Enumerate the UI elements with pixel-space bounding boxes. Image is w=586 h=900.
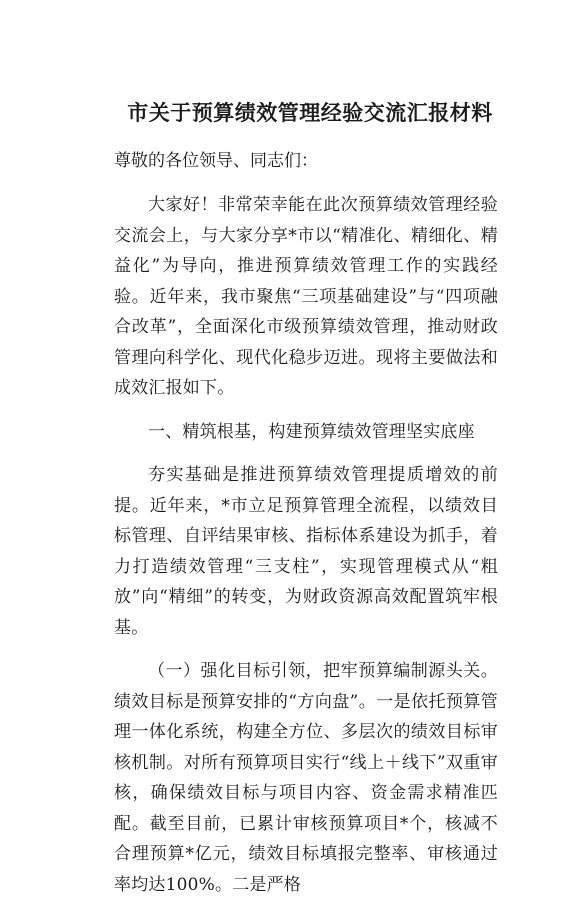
paragraph-foundation: 夯实基础是推进预算绩效管理提质增效的前提。近年来，*市立足预算管理全流程，以绩效目标管理、自评结果审核、指标体系建设为抓手，着力打造绩效管理“三支柱”，实现管理模式从“粗放”向“精细”的转变，为财政资源高效配置筑牢根基。 xyxy=(114,465,498,638)
document-title: 市关于预算绩效管理经验交流汇报材料 xyxy=(127,100,493,125)
paragraph-intro: 大家好！非常荣幸能在此次预算绩效管理经验交流会上，与大家分享*市以“精准化、精细化、精益化”为导向，推进预算绩效管理工作的实践经验。近年来，我市聚焦“三项基础建设”与“四项融合改革”，全面深化市级预算绩效管理，推动财政管理向科学化、现代化稳步迈进。现将主要做法和成效汇报如下。 xyxy=(114,195,498,398)
salutation: 尊敬的各位领导、同志们： xyxy=(114,151,318,171)
paragraph-target-guidance: （一）强化目标引领，把牢预算编制源头关。绩效目标是预算安排的“方向盘”。一是依托预算管理一体化系统，构建全方位、多层次的绩效目标审核机制。对所有预算项目实行“线上＋线下”双重审核，确保绩效目标与项目内容、资金需求精准匹配。截至目前，已累计审核预算项目*个，核减不合理预算*亿元，绩效目标填报完整率、审核通过率均达100%。二是严格 xyxy=(114,661,498,895)
section-heading-1: 一、精筑根基，构建预算绩效管理坚实底座 xyxy=(148,421,475,442)
